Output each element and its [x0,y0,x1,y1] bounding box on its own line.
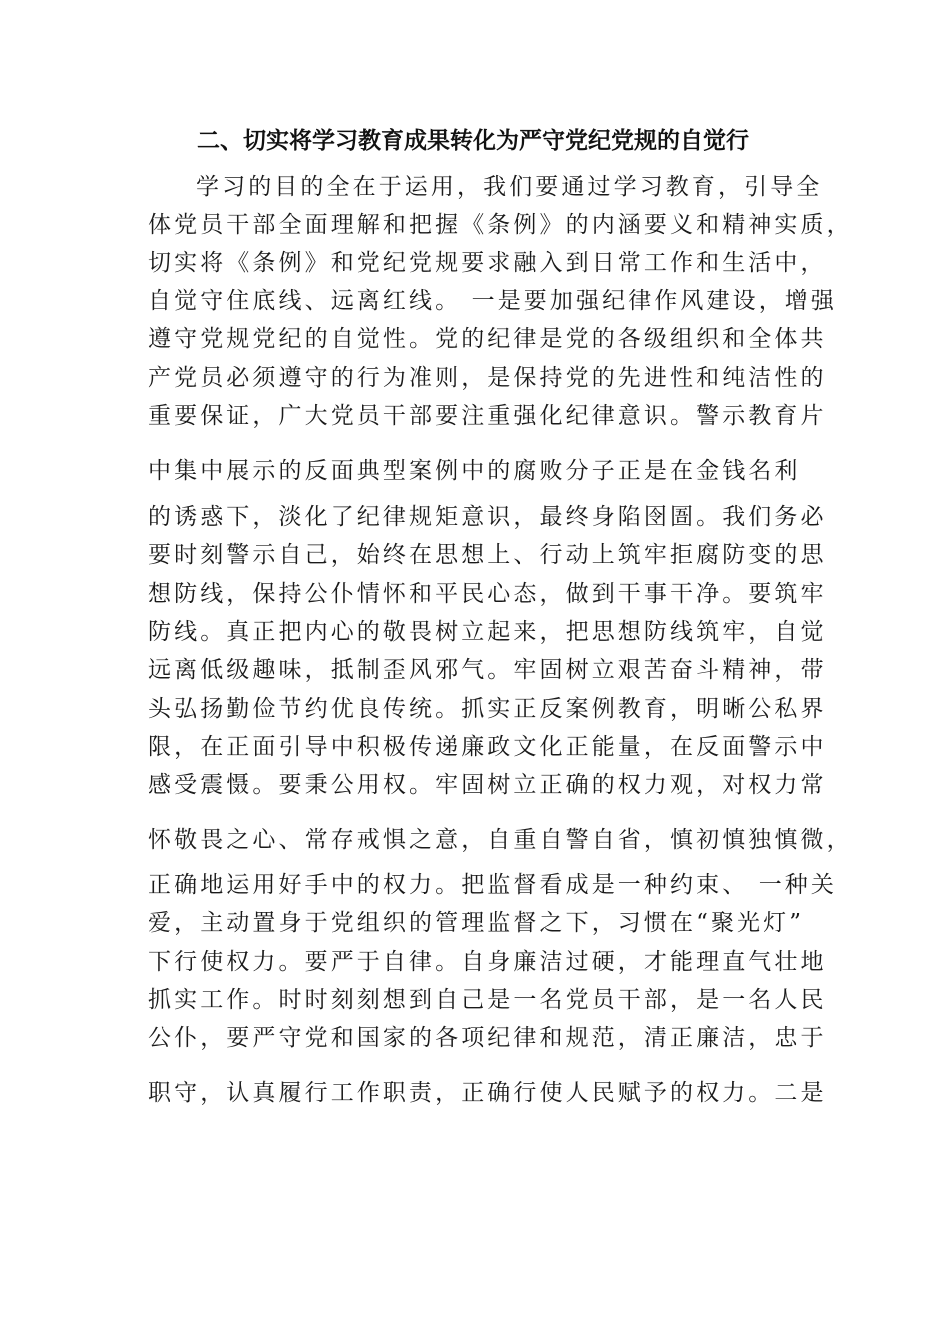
paragraph-line: 的诱惑下，淡化了纪律规矩意识，最终身陷囹圄。我们务必 [148,504,827,530]
paragraph-line: 中集中展示的反面典型案例中的腐败分子正是在金钱名利 [148,458,801,484]
paragraph-line: 想防线，保持公仆情怀和平民心态，做到干事干净。要筑牢 [148,581,827,607]
paragraph-line: 公仆，要严守党和国家的各项纪律和规范，清正廉洁，忠于 [148,1025,827,1051]
paragraph-line: 自觉守住底线、远离红线。 一是要加强纪律作风建设，增强 [148,288,838,314]
paragraph-line: 远离低级趣味，抵制歪风邪气。牢固树立艰苦奋斗精神，带 [148,657,827,683]
paragraph-line: 头弘扬勤俭节约优良传统。抓实正反案例教育，明晰公私界 [148,696,827,722]
paragraph-line: 体党员干部全面理解和把握《条例》的内涵要义和精神实质， [148,212,853,238]
paragraph-line: 职守，认真履行工作职责，正确行使人民赋予的权力。二是 [148,1080,827,1106]
paragraph-line: 学习的目的全在于运用，我们要通过学习教育，引导全 [196,174,823,200]
paragraph-line: 限，在正面引导中积极传递廉政文化正能量，在反面警示中 [148,734,827,760]
paragraph-line: 抓实工作。时时刻刻想到自己是一名党员干部，是一名人民 [148,987,827,1013]
paragraph-line: 爱，主动置身于党组织的管理监督之下，习惯在“聚光灯” [148,910,805,936]
paragraph-line: 正确地运用好手中的权力。把监督看成是一种约束、 一种关 [148,872,838,898]
paragraph-line: 感受震慑。要秉公用权。牢固树立正确的权力观，对权力常 [148,772,827,798]
paragraph-line: 怀敬畏之心、常存戒惧之意，自重自警自省，慎初慎独慎微， [148,827,853,853]
paragraph-line: 下行使权力。要严于自律。自身廉洁过硬，才能理直气壮地 [148,949,827,975]
paragraph-line: 要时刻警示自己，始终在思想上、行动上筑牢拒腐防变的思 [148,542,827,568]
paragraph-line: 重要保证，广大党员干部要注重强化纪律意识。警示教育片 [148,403,827,429]
paragraph-line: 产党员必须遵守的行为准则，是保持党的先进性和纯洁性的 [148,365,827,391]
paragraph-line: 遵守党规党纪的自觉性。党的纪律是党的各级组织和全体共 [148,326,827,352]
paragraph-line: 切实将《条例》和党纪党规要求融入到日常工作和生活中， [148,250,827,276]
paragraph-line: 防线。真正把内心的敬畏树立起来，把思想防线筑牢，自觉 [148,619,827,645]
section-heading: 二、切实将学习教育成果转化为严守党纪党规的自觉行 [197,128,749,154]
